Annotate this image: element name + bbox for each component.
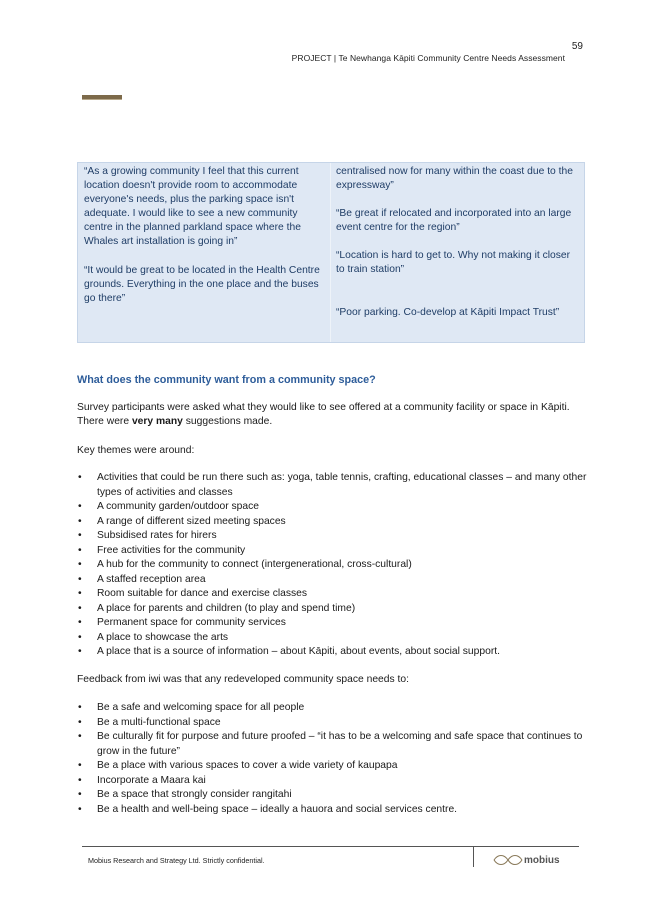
bullet-icon: • bbox=[78, 702, 82, 713]
bullet-icon: • bbox=[78, 530, 82, 541]
quote-text: centralised now for many within the coast due to the expressway” bbox=[336, 166, 573, 192]
logo-text: mobius bbox=[524, 855, 560, 866]
bullet-icon: • bbox=[78, 617, 82, 628]
intro-text-end: suggestions made. bbox=[182, 416, 273, 428]
bullet-icon: • bbox=[78, 559, 82, 570]
list-item: • Be a health and well-being space – ideally a hauora and social services centre. bbox=[77, 803, 587, 818]
list-item: • A place to showcase the arts bbox=[77, 631, 587, 646]
bullet-icon: • bbox=[78, 789, 82, 800]
bullet-icon: • bbox=[78, 544, 82, 556]
intro-emphasis: very many bbox=[131, 416, 183, 428]
list-item: • Be a space that strongly consider rangitahi bbox=[77, 788, 587, 803]
list-item: • Free activities for the community bbox=[77, 544, 587, 559]
footer-rule bbox=[82, 846, 579, 847]
bullet-icon: • bbox=[78, 631, 82, 643]
footer-text: Mobius Research and Strategy Ltd. Strictly confidential. bbox=[88, 856, 265, 865]
list-item: • Be a multi-functional space bbox=[77, 716, 587, 731]
bullet-icon: • bbox=[78, 774, 82, 786]
bullet-icon: • bbox=[78, 602, 82, 614]
list-item: • Be a safe and welcoming space for all people bbox=[77, 701, 587, 716]
list-item: • A community garden/outdoor space bbox=[77, 500, 587, 515]
quote-text: “It would be great to be located in the Health Centre grounds. Everything in the one place and the buses go there” bbox=[84, 264, 320, 304]
list-item: • Subsidised rates for hirers bbox=[77, 529, 587, 544]
quote-text: “Be great if relocated and incorporated into an large event centre for the region” bbox=[336, 208, 572, 234]
quote-box bbox=[77, 162, 585, 343]
intro-text: Survey participants were asked what they would like to see offered at a community facility or space in Kāpiti. There were bbox=[77, 402, 570, 428]
bullet-icon: • bbox=[78, 803, 82, 815]
intro-paragraph bbox=[77, 401, 587, 430]
list-item: • A place for parents and children (to play and spend time) bbox=[77, 602, 587, 617]
header-title: PROJECT | Te Newhanga Kāpiti Community Centre Needs Assessment bbox=[291, 53, 565, 63]
iwi-feedback-label: Feedback from iwi was that any redeveloped community space needs to: bbox=[77, 674, 409, 685]
quote-text: “Poor parking. Co-develop at Kāpiti Impact Trust” bbox=[336, 306, 560, 318]
mobius-logo bbox=[492, 850, 572, 870]
bullet-icon: • bbox=[78, 716, 82, 728]
quote-text: “As a growing community I feel that this current location doesn't provide room to accommodate everyone's needs, plus the parking space isn't adequate. I would like to see a new community centre in the planned parkland space where the Whales art installation is going in” bbox=[84, 166, 301, 248]
bullet-icon: • bbox=[78, 760, 82, 771]
list-item: • Be culturally fit for purpose and future proofed – “it has to be a welcoming and safe space that continues to grow in the future” bbox=[78, 731, 583, 757]
footer-divider bbox=[473, 846, 474, 867]
bullet-icon: • bbox=[78, 501, 82, 512]
key-themes-label: Key themes were around: bbox=[77, 445, 195, 456]
bullet-icon: • bbox=[78, 731, 82, 742]
list-item: • Activities that could be run there such as: yoga, table tennis, crafting, educational classes – and many other types of activities and classes bbox=[78, 472, 587, 498]
themes-list bbox=[77, 471, 587, 660]
bullet-icon: • bbox=[78, 573, 82, 585]
iwi-list bbox=[77, 701, 587, 817]
list-item: • A hub for the community to connect (intergenerational, cross-cultural) bbox=[77, 558, 587, 573]
accent-bar bbox=[82, 95, 122, 100]
list-item: • Permanent space for community services bbox=[77, 616, 587, 631]
quote-text: “Location is hard to get to. Why not making it closer to train station” bbox=[336, 250, 571, 276]
list-item: • Incorporate a Maara kai bbox=[77, 774, 587, 789]
bullet-icon: • bbox=[78, 515, 82, 527]
quote-divider bbox=[330, 163, 331, 342]
quote-column-left bbox=[84, 165, 324, 306]
list-item: • A place that is a source of information – about Kāpiti, about events, about social support. bbox=[77, 645, 587, 660]
list-item: • Be a place with various spaces to cover a wide variety of kaupapa bbox=[77, 759, 587, 774]
logo-mark-icon bbox=[494, 856, 522, 865]
bullet-icon: • bbox=[78, 472, 82, 483]
section-heading: What does the community want from a community space? bbox=[77, 374, 376, 386]
bullet-icon: • bbox=[78, 646, 82, 657]
list-item: • Room suitable for dance and exercise classes bbox=[77, 587, 587, 602]
list-item: • A staffed reception area bbox=[77, 573, 587, 588]
list-item: • A range of different sized meeting spaces bbox=[77, 515, 587, 530]
bullet-icon: • bbox=[78, 588, 82, 599]
quote-column-right bbox=[336, 165, 580, 320]
page-number: 59 bbox=[571, 41, 583, 52]
